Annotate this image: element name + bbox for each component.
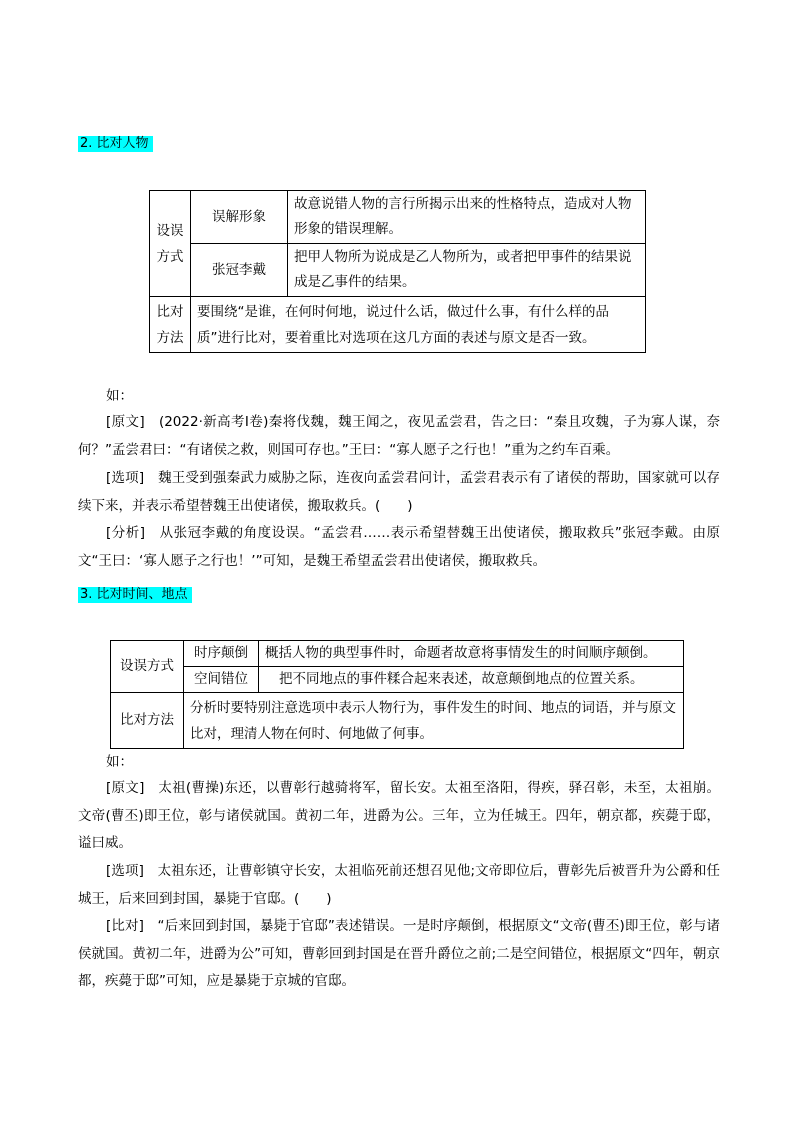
space-misplacement-label: 空间错位: [184, 667, 259, 693]
section2-table: [149, 190, 646, 353]
section3-table: [110, 640, 684, 749]
compare-text: [比对] “后来回到封国，暴毙于官邸”表述错误。一是时序颠倒，根据原文“文帝(曹丕)即王位，彰与诸侯就国。黄初二年，进爵为公”可知，曹彰回到封国是在晋升爵位之前;二是空间错位，根据原文“四年，朝京都，疾薨于邸”可知，应是暴毙于京城的官邸。: [78, 918, 720, 989]
analysis-text: [分析] 从张冠李戴的角度设误。“孟尝君……表示希望替魏王出使诸侯，搬取救兵”张冠李戴。由原文“王曰：‘寡人愿子之行也！’”可知，是魏王希望孟尝君出使诸侯，搬取救兵。: [78, 525, 720, 569]
section3-heading: 3. 比对时间、地点: [78, 587, 192, 603]
misread-image-label: 误解形象: [191, 191, 288, 244]
original-text: [原文] 太祖(曹操)东还，以曹彰行越骑将军，留长安。太祖至洛阳，得疾，驿召彰，未至，太祖崩。文帝(曹丕)即王位，彰与诸侯就国。黄初二年，进爵为公。三年，立为任城王。四年，朝京都，疾薨于邸，谥曰威。: [78, 780, 720, 851]
option-text: [选项] 魏王受到强秦武力威胁之际，连夜向孟尝君问计，孟尝君表示有了诸侯的帮助，国家就可以存续下来，并表示希望替魏王出使诸侯，搬取救兵。( ): [78, 470, 720, 514]
compare-method-text: 要围绕“是谁，在何时何地，说过什么话，做过什么事，有什么样的品质”进行比对，要着重比对选项在这几方面的表述与原文是否一致。: [191, 297, 646, 353]
time-reversal-label: 时序颠倒: [184, 641, 259, 667]
design-error-label: 设误方式: [111, 641, 184, 693]
option-text: [选项] 太祖东还，让曹彰镇守长安，太祖临死前还想召见他;文帝即位后，曹彰先后被晋升为公爵和任城王，后来回到封国，暴毙于官邸。( ): [78, 863, 720, 907]
compare-method-label: 比对方法: [111, 693, 184, 749]
compare-method-text: 分析时要特别注意选项中表示人物行为，事件发生的时间、地点的词语，并与原文比对，理清人物在何时、何地做了何事。: [184, 693, 684, 749]
original-text: [原文] (2022·新高考Ⅰ卷)秦将伐魏，魏王闻之，夜见孟尝君，告之曰：“秦且攻魏，子为寡人谋，奈何？”孟尝君曰：“有诸侯之救，则国可存也。”王曰：“寡人愿子之行也！”重为之约车百乘。: [78, 414, 720, 458]
time-reversal-text: 概括人物的典型事件时，命题者故意将事情发生的时间顺序颠倒。: [259, 641, 684, 667]
misattribution-label: 张冠李戴: [191, 244, 288, 297]
example-intro: 如：: [106, 754, 133, 770]
space-misplacement-text: 把不同地点的事件糅合起来表述，故意颠倒地点的位置关系。: [259, 667, 684, 693]
section2-heading: 2. 比对人物: [78, 136, 153, 152]
misread-image-text: 故意说错人物的言行所揭示出来的性格特点，造成对人物形象的错误理解。: [288, 191, 646, 244]
compare-method-label: 比对方法: [150, 297, 191, 353]
misattribution-text: 把甲人物所为说成是乙人物所为，或者把甲事件的结果说成是乙事件的结果。: [288, 244, 646, 297]
design-error-label: 设误方式: [150, 191, 191, 297]
example-intro: 如：: [106, 388, 133, 404]
